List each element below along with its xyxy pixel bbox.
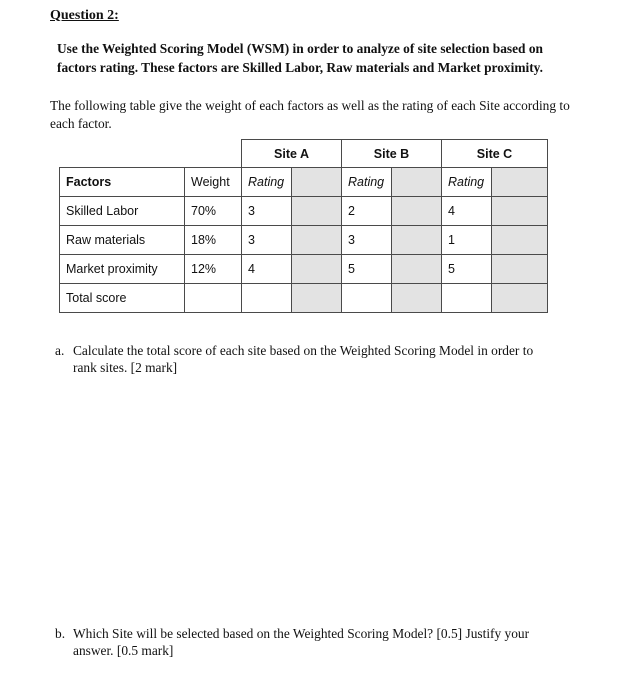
site-c-rating: 4 [442, 197, 492, 226]
site-a-header: Site A [242, 140, 342, 168]
site-b-rating-header: Rating [342, 168, 392, 197]
factors-header: Factors [60, 168, 185, 197]
site-a-rating: 3 [242, 197, 292, 226]
scoring-table [59, 139, 548, 313]
site-header-row [60, 140, 548, 168]
site-b-score-cell [392, 255, 442, 284]
site-c-rating: 5 [442, 255, 492, 284]
site-a-rating: 4 [242, 255, 292, 284]
site-a-score-cell [292, 197, 342, 226]
site-b-total-cell [342, 284, 392, 313]
table-row [60, 197, 548, 226]
site-a-score-cell [292, 168, 342, 197]
blank-cell [60, 140, 185, 168]
site-a-score-cell [292, 255, 342, 284]
question-a-marker: a. [55, 343, 65, 358]
question-b [55, 625, 555, 659]
factor-name: Raw materials [60, 226, 185, 255]
site-b-rating: 5 [342, 255, 392, 284]
site-c-score-cell [492, 197, 548, 226]
site-b-score-cell [392, 197, 442, 226]
site-b-rating: 2 [342, 197, 392, 226]
site-a-total-cell [242, 284, 292, 313]
question-b-text: Which Site will be selected based on the Weighted Scoring Model? [0.5] Justify your answer. [0.5 mark] [73, 626, 530, 658]
intro-text: The following table give the weight of each factors as well as the rating of each Site according to each factor. [50, 98, 570, 131]
factor-name: Skilled Labor [60, 197, 185, 226]
total-weight-cell [185, 284, 242, 313]
site-b-score-cell [392, 168, 442, 197]
question-a-text: Calculate the total score of each site based on the Weighted Scoring Model in order to rank sites. [2 mark] [73, 343, 534, 375]
question-title: Question 2: [50, 8, 119, 23]
blank-cell [185, 140, 242, 168]
site-c-score-cell [492, 226, 548, 255]
site-b-rating: 3 [342, 226, 392, 255]
site-b-score-cell [392, 284, 442, 313]
site-c-header: Site C [442, 140, 548, 168]
factor-name: Market proximity [60, 255, 185, 284]
site-c-rating: 1 [442, 226, 492, 255]
site-c-score-cell [492, 284, 548, 313]
column-header-row [60, 168, 548, 197]
factor-weight: 18% [185, 226, 242, 255]
site-c-score-cell [492, 168, 548, 197]
site-a-rating-header: Rating [242, 168, 292, 197]
weight-header: Weight [185, 168, 242, 197]
table-row [60, 226, 548, 255]
total-score-label: Total score [60, 284, 185, 313]
table-row [60, 255, 548, 284]
site-b-header: Site B [342, 140, 442, 168]
factor-weight: 12% [185, 255, 242, 284]
question-b-marker: b. [55, 626, 66, 641]
question-a [55, 342, 555, 376]
site-c-total-cell [442, 284, 492, 313]
site-a-score-cell [292, 284, 342, 313]
site-b-score-cell [392, 226, 442, 255]
site-a-score-cell [292, 226, 342, 255]
factor-weight: 70% [185, 197, 242, 226]
site-c-score-cell [492, 255, 548, 284]
site-a-rating: 3 [242, 226, 292, 255]
total-score-row [60, 284, 548, 313]
site-c-rating-header: Rating [442, 168, 492, 197]
instructions-text: Use the Weighted Scoring Model (WSM) in order to analyze of site selection based on factors rating. These factors are Skilled Labor, Raw materials and Market proximity. [57, 41, 543, 75]
